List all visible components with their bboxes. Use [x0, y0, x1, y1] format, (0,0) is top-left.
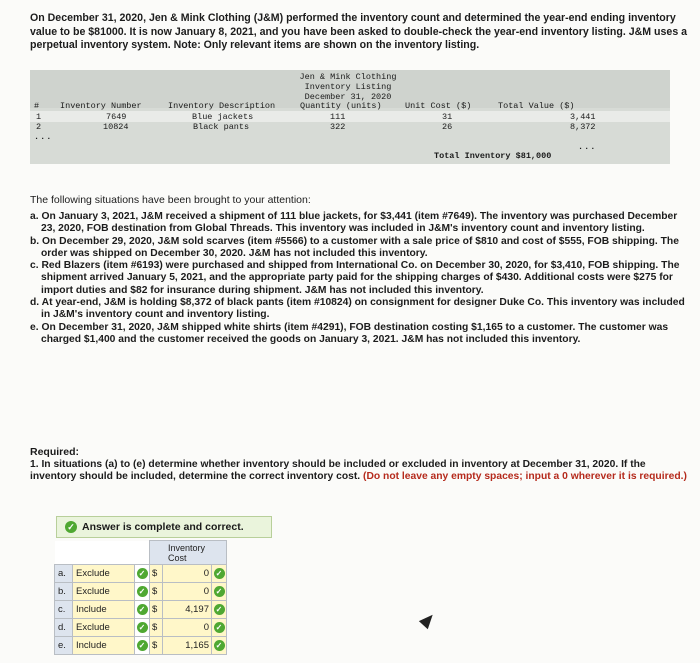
- check-circle-icon: ✓: [137, 604, 148, 615]
- check-circle-icon: ✓: [214, 622, 225, 633]
- listing-row-qty: 322: [330, 122, 346, 132]
- required-instruction: 1. In situations (a) to (e) determine whether inventory should be included or excluded in inventory at December 31, 2020. If the inventory should be included, determine the correct inventory cost.: [30, 459, 646, 483]
- check-circle-icon: ✓: [137, 568, 148, 579]
- required-note: (Do not leave any empty spaces; input a 0 wherever it is required.): [363, 471, 687, 483]
- answer-row: [55, 619, 227, 637]
- answer-status-banner: [56, 516, 272, 538]
- currency-symbol: $: [150, 637, 163, 655]
- answer-table: [54, 540, 227, 655]
- currency-symbol: $: [150, 565, 163, 583]
- check-circle-icon: ✓: [137, 640, 148, 651]
- listing-company: Jen & Mink Clothing: [299, 72, 397, 82]
- select-check: [135, 601, 150, 619]
- answer-row: [55, 583, 227, 601]
- check-circle-icon: ✓: [137, 586, 148, 597]
- row-letter: e.: [55, 637, 73, 655]
- check-circle-icon: ✓: [214, 586, 225, 597]
- situation-a: a. On January 3, 2021, J&M received a shipment of 111 blue jackets, for $3,441 (item #7649). The inventory was purchased December 23, 2020, FOB destination from Global Threads. This inventory was included in J&M's inventory count and inventory listing.: [30, 211, 678, 235]
- row-letter: a.: [55, 565, 73, 583]
- required-title: Required:: [30, 446, 80, 458]
- amount-check: [212, 565, 227, 583]
- include-exclude-select[interactable]: Exclude: [73, 583, 135, 601]
- include-exclude-select[interactable]: Include: [73, 601, 135, 619]
- inventory-cost-input[interactable]: 0: [163, 619, 212, 637]
- listing-header-total: Total Value ($): [498, 101, 575, 111]
- row-letter: d.: [55, 619, 73, 637]
- currency-symbol: $: [150, 583, 163, 601]
- listing-total: Total Inventory $81,000: [434, 151, 552, 161]
- check-circle-icon: ✓: [214, 640, 225, 651]
- situation-b: b. On December 29, 2020, J&M sold scarves (item #5566) to a customer with a sale price of $810 and cost of $555, FOB shipping. The order was shipped on December 30, 2020. J&M has not included this inventory.: [30, 235, 679, 259]
- listing-row-n: 1: [36, 112, 42, 122]
- inventory-cost-header: Inventory Cost: [150, 541, 227, 565]
- listing-row-total: 3,441: [570, 112, 596, 122]
- currency-symbol: $: [150, 619, 163, 637]
- answer-table-header: [55, 541, 227, 565]
- problem-intro: On December 31, 2020, Jen & Mink Clothing (J&M) performed the inventory count and determined the year-end ending inventory value to be $81000. It is now January 8, 2021, and you have been asked to double-check the year-end inventory listing. J&M uses a perpetual inventory system. Note: Only relevant items are shown on the inventory listing.: [30, 12, 688, 52]
- check-circle-icon: ✓: [65, 521, 77, 533]
- listing-title: Inventory Listing: [304, 82, 392, 92]
- select-check: [135, 583, 150, 601]
- situation-e: e. On December 31, 2020, J&M shipped white shirts (item #4291), FOB destination costing $1,165 to a customer. The customer was charged $1,400 and the customer received the goods on January 3, 2021. J&M has not included this inventory.: [30, 321, 669, 345]
- listing-row-num: 7649: [106, 112, 127, 122]
- include-exclude-select[interactable]: Include: [73, 637, 135, 655]
- include-exclude-select[interactable]: Exclude: [73, 619, 135, 637]
- inventory-cost-input[interactable]: 0: [163, 565, 212, 583]
- inventory-cost-input[interactable]: 4,197: [163, 601, 212, 619]
- check-circle-icon: ✓: [214, 604, 225, 615]
- amount-check: [212, 619, 227, 637]
- row-letter: c.: [55, 601, 73, 619]
- include-exclude-select[interactable]: Exclude: [73, 565, 135, 583]
- answer-row: [55, 601, 227, 619]
- inventory-listing: [30, 70, 670, 164]
- listing-header-quantity: Quantity (units): [300, 101, 382, 111]
- header-blank: [55, 541, 150, 565]
- check-circle-icon: ✓: [214, 568, 225, 579]
- situations-list: [30, 211, 694, 346]
- listing-header-number: Inventory Number: [60, 101, 142, 111]
- listing-row-qty: 111: [330, 112, 346, 122]
- listing-date: December 31, 2020: [304, 92, 392, 102]
- select-check: [135, 619, 150, 637]
- mouse-pointer-icon: [419, 611, 437, 629]
- select-check: [135, 565, 150, 583]
- inventory-cost-input[interactable]: 0: [163, 583, 212, 601]
- amount-check: [212, 637, 227, 655]
- listing-row-desc: Blue jackets: [192, 112, 254, 122]
- listing-ellipsis-left: ...: [34, 132, 53, 142]
- amount-check: [212, 583, 227, 601]
- listing-row-total: 8,372: [570, 122, 596, 132]
- listing-header-unit-cost: Unit Cost ($): [405, 101, 472, 111]
- listing-row-num: 10824: [103, 122, 129, 132]
- situation-c: c. Red Blazers (item #6193) were purchased and shipped from International Co. on December 30, 2020, for $3,410, FOB shipping. The shipment arrived January 5, 2021, and the appropriate party paid for the shipping charges of $430. Additional costs were $275 for import duties and $82 for insurance during shipment. J&M has not included this inventory.: [30, 260, 680, 296]
- listing-row-desc: Black pants: [193, 122, 250, 132]
- situations-title: The following situations have been brought to your attention:: [30, 194, 311, 206]
- check-circle-icon: ✓: [137, 622, 148, 633]
- listing-row-n: 2: [36, 122, 42, 132]
- row-letter: b.: [55, 583, 73, 601]
- situation-d: d. At year-end, J&M is holding $8,372 of black pants (item #10824) on consignment for designer Duke Co. This inventory was included in J&M's inventory count and inventory listing.: [30, 297, 685, 321]
- answer-status-text: Answer is complete and correct.: [82, 521, 244, 533]
- listing-ellipsis-right: ...: [578, 142, 597, 152]
- amount-check: [212, 601, 227, 619]
- listing-row-cost: 26: [442, 122, 453, 132]
- currency-symbol: $: [150, 601, 163, 619]
- required-text: [30, 459, 694, 484]
- answer-row: [55, 637, 227, 655]
- listing-row-cost: 31: [442, 112, 453, 122]
- inventory-cost-input[interactable]: 1,165: [163, 637, 212, 655]
- select-check: [135, 637, 150, 655]
- listing-header-hash: #: [34, 101, 40, 111]
- listing-header-description: Inventory Description: [168, 101, 276, 111]
- answer-row: [55, 565, 227, 583]
